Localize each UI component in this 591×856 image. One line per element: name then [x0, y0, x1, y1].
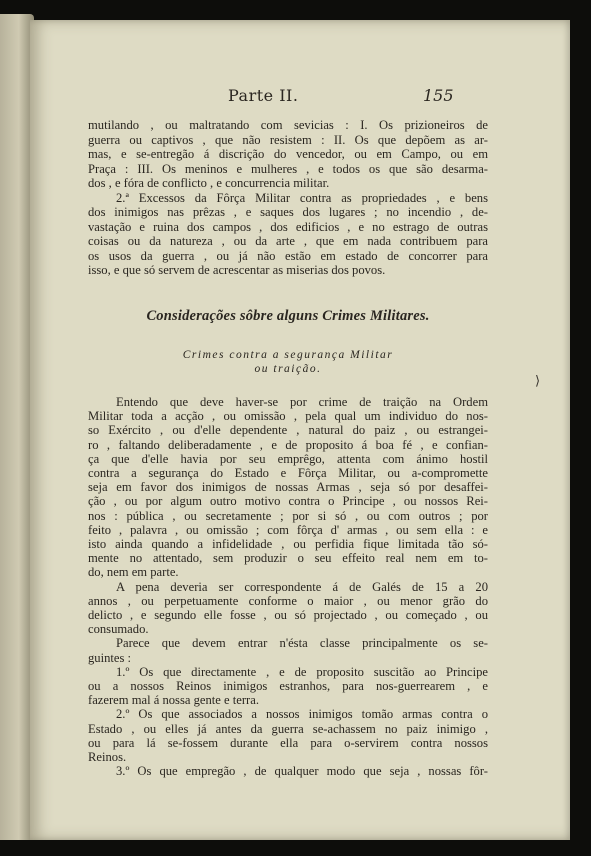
text-line: ção , ou por algum outro motivo contra o Principe , ou nossos Rei- [88, 494, 488, 509]
text-line: Militar toda a acção , ou omissão , pela qual um individuo do nos- [88, 409, 488, 424]
text-line: dos inimigos nas prêzas , e saques dos lugares ; no incendio , de- [88, 205, 488, 220]
text-line: ro , faltando deliberadamente , e de proposito á boa fé , e confian- [88, 437, 488, 452]
text-line: isso, e que só servem de acrescentar as miserias dos povos. [88, 263, 386, 278]
text-line: A pena deveria ser correspondente á de Galés de 15 a 20 [116, 579, 488, 594]
section-title: Considerações sôbre alguns Crimes Militares. [146, 308, 430, 324]
section-subtitle [88, 348, 488, 376]
text-line: coisas ou da natureza , ou da arte , que em nada contribuem para [88, 234, 488, 249]
text-block-main [88, 395, 488, 778]
text-line: mente no attentado, sem produzir o seu effeito real nem em to- [88, 551, 488, 566]
text-line: Reinos. [88, 750, 127, 765]
text-line: do, nem em parte. [88, 565, 179, 580]
subtitle-line: Crimes contra a segurança Militar [182, 349, 394, 361]
text-line: delicto , e segundo elle fosse , ou só projectado , ou começado , ou [88, 608, 488, 623]
list-item-line: 2.º Os que associados a nossos inimigos tomão armas contra o [116, 707, 488, 722]
text-line: guintes : [88, 650, 132, 665]
text-line: os usos da guerra , ou já não estão em estado de concorrer para [88, 248, 488, 263]
text-line: guerra ou captivos , que não resistem : II. Os que depõem as ar- [88, 132, 488, 147]
text-line: Parece que devem entrar n'ésta classe principalmente os se- [116, 636, 488, 651]
text-line: Praça : III. Os meninos e mulheres , e todos os que são desarma- [88, 161, 488, 176]
text-line: consumado. [88, 622, 149, 637]
page-header [30, 86, 570, 110]
text-line: contra a segurança do Estado e Fôrça Militar, ou a-compromette [88, 466, 488, 481]
subtitle-line: ou traição. [254, 363, 322, 375]
running-head: Parte II. [228, 86, 299, 105]
text-line: fazerem mal á nossa gente e terra. [88, 693, 259, 708]
text-line: nos : pública , ou secretamente ; por si só , ou com outros ; por [88, 508, 488, 523]
text-line: feito , palavra , ou omissão ; com fôrça d' armas , ou sem ella : e [88, 522, 488, 537]
list-item-line: 3.º Os que empregão , de qualquer modo que seja , nossas fôr- [116, 764, 488, 779]
text-line: Entendo que deve haver-se por crime de traição na Ordem [116, 395, 488, 409]
facing-page-edge [0, 14, 34, 840]
list-item-line: 1.º Os que directamente , e de proposito suscitão ao Principe [116, 664, 488, 679]
text-line: vastação e ruina dos campos , dos edificios , e no estrago de outras [88, 219, 488, 234]
text-line: seja em favor dos inimigos de nossas Armas , seja só por desaffei- [88, 480, 488, 495]
text-block-top [88, 118, 488, 278]
margin-mark: ⟩ [535, 374, 541, 389]
text-line: ou para lá se-fossem durante ella para o-servirem contra nossos [88, 735, 488, 750]
text-line: ça que d'elle havia por seu emprêgo, attenta com ánimo hostil [88, 451, 488, 466]
page-number: 155 [423, 86, 454, 105]
text-line: annos , ou perpetuamente conforme o maior , ou menor grão do [88, 593, 488, 608]
text-line: isto ainda quando a infidelidade , ou perfidia fique limitada tão só- [88, 537, 488, 552]
text-line: Estado , ou elles já antes da guerra se-achassem no paiz inimigo , [88, 721, 488, 736]
text-line: 2.ª Excessos da Fôrça Militar contra as propriedades , e bens [116, 190, 488, 205]
text-line: so Exército , ou d'elle dependente , natural do paiz , ou estrangei- [88, 423, 488, 438]
text-line: mas, e se-entregão á discrição do vencedor, ou em Campo, ou em [88, 147, 488, 162]
book-page [30, 20, 570, 840]
text-line: mutilando , ou maltratando com sevicias : I. Os prizioneiros de [88, 118, 488, 132]
text-line: dos , e fóra de conflicto , e concurrencia militar. [88, 176, 330, 191]
text-line: ou a nossos Reinos inimigos estranhos, para nos-guerrearem , e [88, 679, 488, 694]
